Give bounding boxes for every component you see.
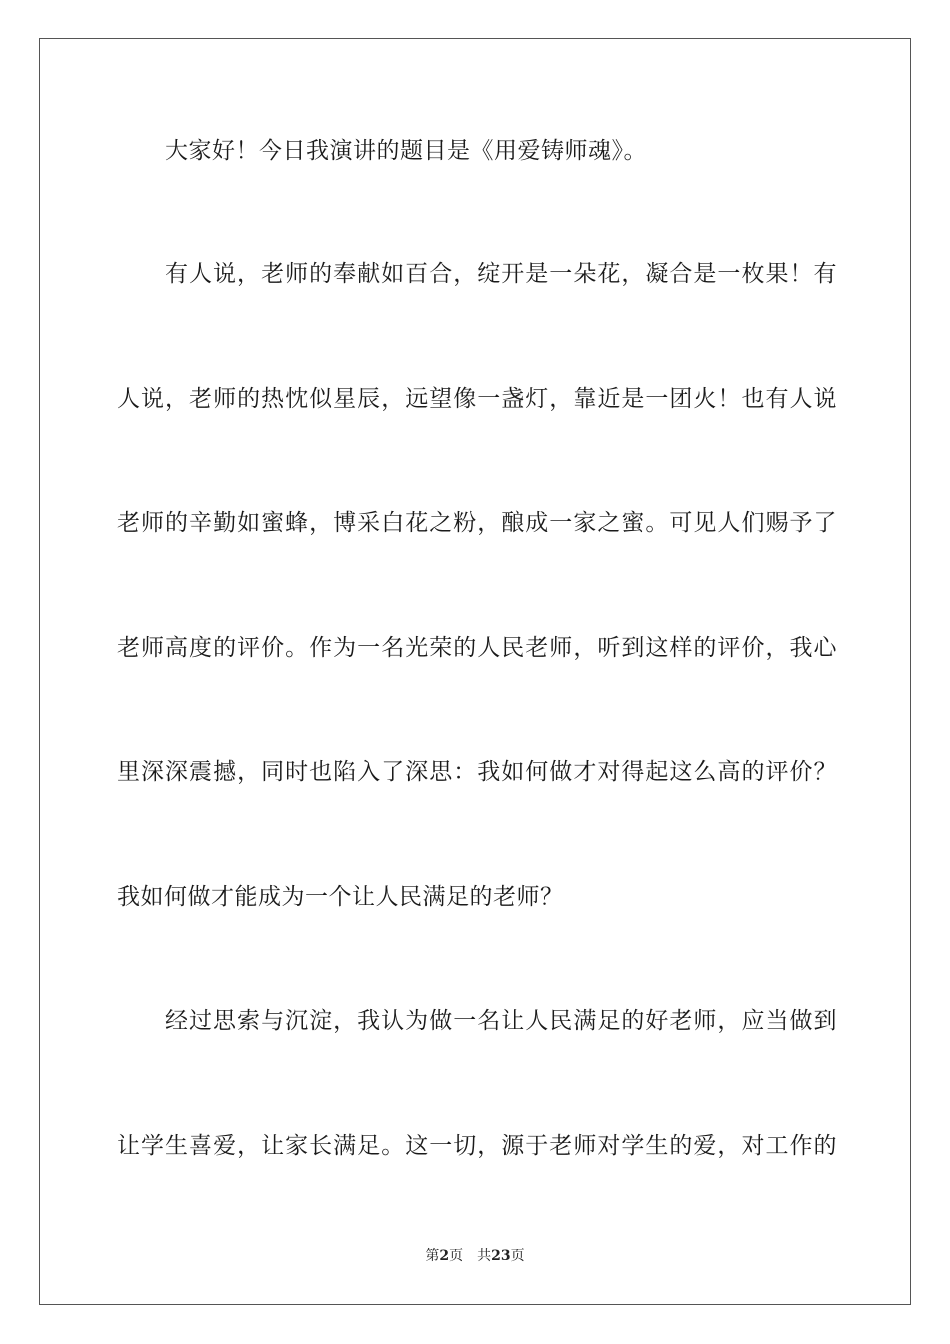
page-border — [39, 38, 911, 1305]
page-label-unit: 页 — [449, 1248, 464, 1264]
paragraph-line: 让学生喜爱，让家长满足。这一切，源于老师对学生的爱，对工作的 — [117, 1133, 837, 1159]
paragraph-line: 人说，老师的热忱似星辰，远望像一盏灯，靠近是一团火！也有人说 — [117, 386, 837, 412]
paragraph-line: 经过思索与沉淀，我认为做一名让人民满足的好老师，应当做到 — [165, 1008, 837, 1034]
total-label-unit: 页 — [510, 1248, 525, 1264]
paragraph-line: 老师的辛勤如蜜蜂，博采白花之粉，酿成一家之蜜。可见人们赐予了 — [117, 510, 837, 536]
page-footer — [0, 1247, 950, 1265]
paragraph-line: 我如何做才能成为一个让人民满足的老师？ — [117, 884, 564, 910]
paragraph-line: 有人说，老师的奉献如百合，绽开是一朵花，凝合是一枚果！有 — [165, 261, 837, 287]
total-label-prefix: 共 — [477, 1248, 492, 1264]
paragraph-line: 老师高度的评价。作为一名光荣的人民老师，听到这样的评价，我心 — [117, 635, 837, 661]
paragraph-line: 大家好！今日我演讲的题目是《用爱铸师魂》。 — [165, 138, 647, 164]
page-number: 2 — [439, 1248, 450, 1264]
paragraph-line: 里深深震撼，同时也陷入了深思：我如何做才对得起这么高的评价？ — [117, 759, 837, 785]
page-label-prefix: 第 — [425, 1248, 440, 1264]
total-pages: 23 — [491, 1248, 511, 1264]
